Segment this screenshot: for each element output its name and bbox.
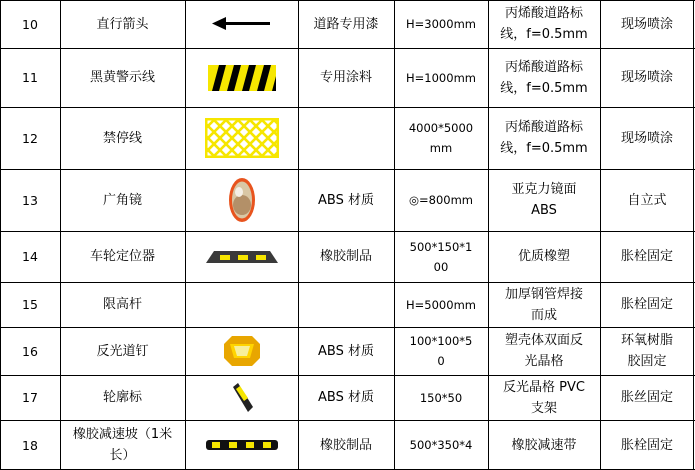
specification [394, 375, 488, 420]
item-icon [185, 375, 298, 420]
yellow-lattice-no-parking-icon [205, 118, 279, 158]
item-name [60, 420, 185, 470]
specification [394, 48, 488, 107]
item-icon [185, 420, 298, 470]
item-icon [185, 231, 298, 282]
grid-line-vertical [60, 0, 61, 470]
description-text: 橡胶减速带 [511, 437, 577, 453]
material [298, 231, 394, 282]
material-text: ABS 材质 [318, 192, 374, 208]
row-number-text: 12 [22, 130, 38, 146]
item-name [60, 375, 185, 420]
row-number [0, 0, 60, 48]
item-name [60, 169, 185, 231]
specification [394, 231, 488, 282]
grid-line-horizontal [0, 282, 695, 283]
grid-line-horizontal [0, 107, 695, 108]
material [298, 282, 394, 327]
specification [394, 107, 488, 169]
specification [394, 327, 488, 375]
row-number [0, 327, 60, 375]
grid-line-horizontal [0, 327, 695, 328]
item-name-text: 轮廓标 [102, 390, 142, 405]
install-method [600, 375, 694, 420]
description-text: 亚克力镜面 ABS [511, 182, 577, 218]
item-name-text: 黑黄警示线 [89, 70, 155, 85]
row-number-text: 13 [22, 192, 38, 208]
specification-text: 150*50 [419, 390, 463, 405]
material-text: ABS 材质 [318, 390, 374, 405]
description-text: 丙烯酸道路标 线，f=0.5mm [500, 59, 588, 96]
specification [394, 0, 488, 48]
item-name-text: 反光道钉 [96, 343, 149, 359]
row-number [0, 48, 60, 107]
material-text: 专用涂料 [319, 70, 372, 85]
description [488, 282, 600, 327]
material-text: 道路专用漆 [313, 16, 379, 32]
reflective-road-stud-icon [224, 336, 260, 366]
install-method-text: 胀栓固定 [620, 437, 673, 453]
description-text: 加厚钢管焊接 而成 [504, 286, 583, 323]
row-number [0, 231, 60, 282]
item-icon [185, 327, 298, 375]
row-number [0, 107, 60, 169]
material-text: 橡胶制品 [319, 249, 372, 264]
row-number-text: 15 [22, 297, 38, 312]
item-name-text: 直行箭头 [96, 16, 149, 32]
material [298, 420, 394, 470]
install-method-text: 自立式 [627, 192, 667, 208]
install-method [600, 282, 694, 327]
item-icon [185, 282, 298, 327]
row-number-text: 11 [22, 70, 38, 85]
row-number-text: 18 [22, 437, 38, 453]
install-method [600, 231, 694, 282]
install-method [600, 420, 694, 470]
install-method-text: 现场喷涂 [620, 130, 673, 146]
grid-line-vertical [0, 0, 1, 470]
install-method-text: 胀丝固定 [620, 390, 673, 405]
material [298, 48, 394, 107]
specification-text: 500*350*4 [409, 438, 473, 452]
specification [394, 282, 488, 327]
material [298, 0, 394, 48]
description-text: 丙烯酸道路标 线，f=0.5mm [500, 120, 588, 156]
grid-line-vertical [298, 0, 299, 470]
install-method-text: 胀栓固定 [620, 249, 673, 264]
install-method-text: 现场喷涂 [620, 16, 673, 32]
row-number-text: 16 [22, 343, 38, 359]
install-method [600, 48, 694, 107]
description-text: 塑壳体双面反 光晶格 [504, 333, 583, 369]
install-method [600, 169, 694, 231]
item-name [60, 282, 185, 327]
install-method [600, 0, 694, 48]
description [488, 375, 600, 420]
specification-text: 100*100*5 0 [409, 334, 473, 368]
item-name-text: 广角镜 [102, 192, 142, 208]
specification-text: H=1000mm [406, 70, 476, 85]
row-number-text: 17 [22, 390, 38, 405]
grid-line-horizontal [0, 375, 695, 376]
description [488, 327, 600, 375]
description [488, 48, 600, 107]
grid-line-vertical [185, 0, 186, 470]
grid-line-vertical [693, 0, 694, 470]
specification-text: 4000*5000 mm [408, 121, 474, 155]
grid-line-horizontal [0, 48, 695, 49]
install-method [600, 327, 694, 375]
material [298, 327, 394, 375]
material [298, 169, 394, 231]
grid-line-horizontal [0, 420, 695, 421]
item-name-text: 橡胶减速坡（1米 长） [72, 427, 173, 463]
item-name [60, 327, 185, 375]
description [488, 231, 600, 282]
specification [394, 169, 488, 231]
material [298, 107, 394, 169]
specification [394, 420, 488, 470]
item-name [60, 0, 185, 48]
row-number [0, 169, 60, 231]
material [298, 375, 394, 420]
rubber-speed-bump-icon [206, 439, 278, 451]
item-icon [185, 169, 298, 231]
item-name [60, 107, 185, 169]
item-icon [185, 107, 298, 169]
specification-text: H=5000mm [406, 297, 476, 312]
material-text: ABS 材质 [318, 343, 374, 359]
grid-line-horizontal [0, 169, 695, 170]
item-name-text: 限高杆 [102, 297, 142, 312]
description [488, 107, 600, 169]
grid-line-horizontal [0, 231, 695, 232]
description [488, 169, 600, 231]
install-method-text: 现场喷涂 [620, 70, 673, 85]
left-arrow-icon [212, 17, 272, 31]
row-number-text: 14 [22, 249, 38, 264]
item-name [60, 48, 185, 107]
description [488, 420, 600, 470]
description [488, 0, 600, 48]
black-yellow-stripe-icon [208, 65, 276, 91]
row-number [0, 282, 60, 327]
grid-line-vertical [394, 0, 395, 470]
install-method-text: 胀栓固定 [620, 297, 673, 312]
row-number [0, 420, 60, 470]
item-icon [185, 48, 298, 107]
delineator-icon [229, 383, 255, 413]
specification-text: ◎=800mm [408, 193, 474, 207]
install-method [600, 107, 694, 169]
row-number-text: 10 [22, 16, 38, 32]
specification-text: 500*150*1 00 [409, 239, 473, 274]
item-icon [185, 0, 298, 48]
row-number [0, 375, 60, 420]
grid-line-horizontal [0, 0, 695, 1]
description-text: 反光晶格 PVC 支架 [503, 379, 585, 416]
description-text: 优质橡塑 [517, 249, 570, 264]
wheel-stopper-icon [206, 247, 278, 267]
item-name [60, 231, 185, 282]
description-text: 丙烯酸道路标 线，f=0.5mm [500, 6, 588, 42]
install-method-text: 环氧树脂 胶固定 [620, 333, 673, 369]
item-name-text: 禁停线 [102, 130, 142, 146]
item-name-text: 车轮定位器 [89, 249, 155, 264]
grid-line-vertical [600, 0, 601, 470]
specification-text: H=3000mm [406, 17, 476, 31]
convex-mirror-icon [227, 175, 257, 225]
material-text: 橡胶制品 [319, 437, 372, 453]
grid-line-vertical [488, 0, 489, 470]
